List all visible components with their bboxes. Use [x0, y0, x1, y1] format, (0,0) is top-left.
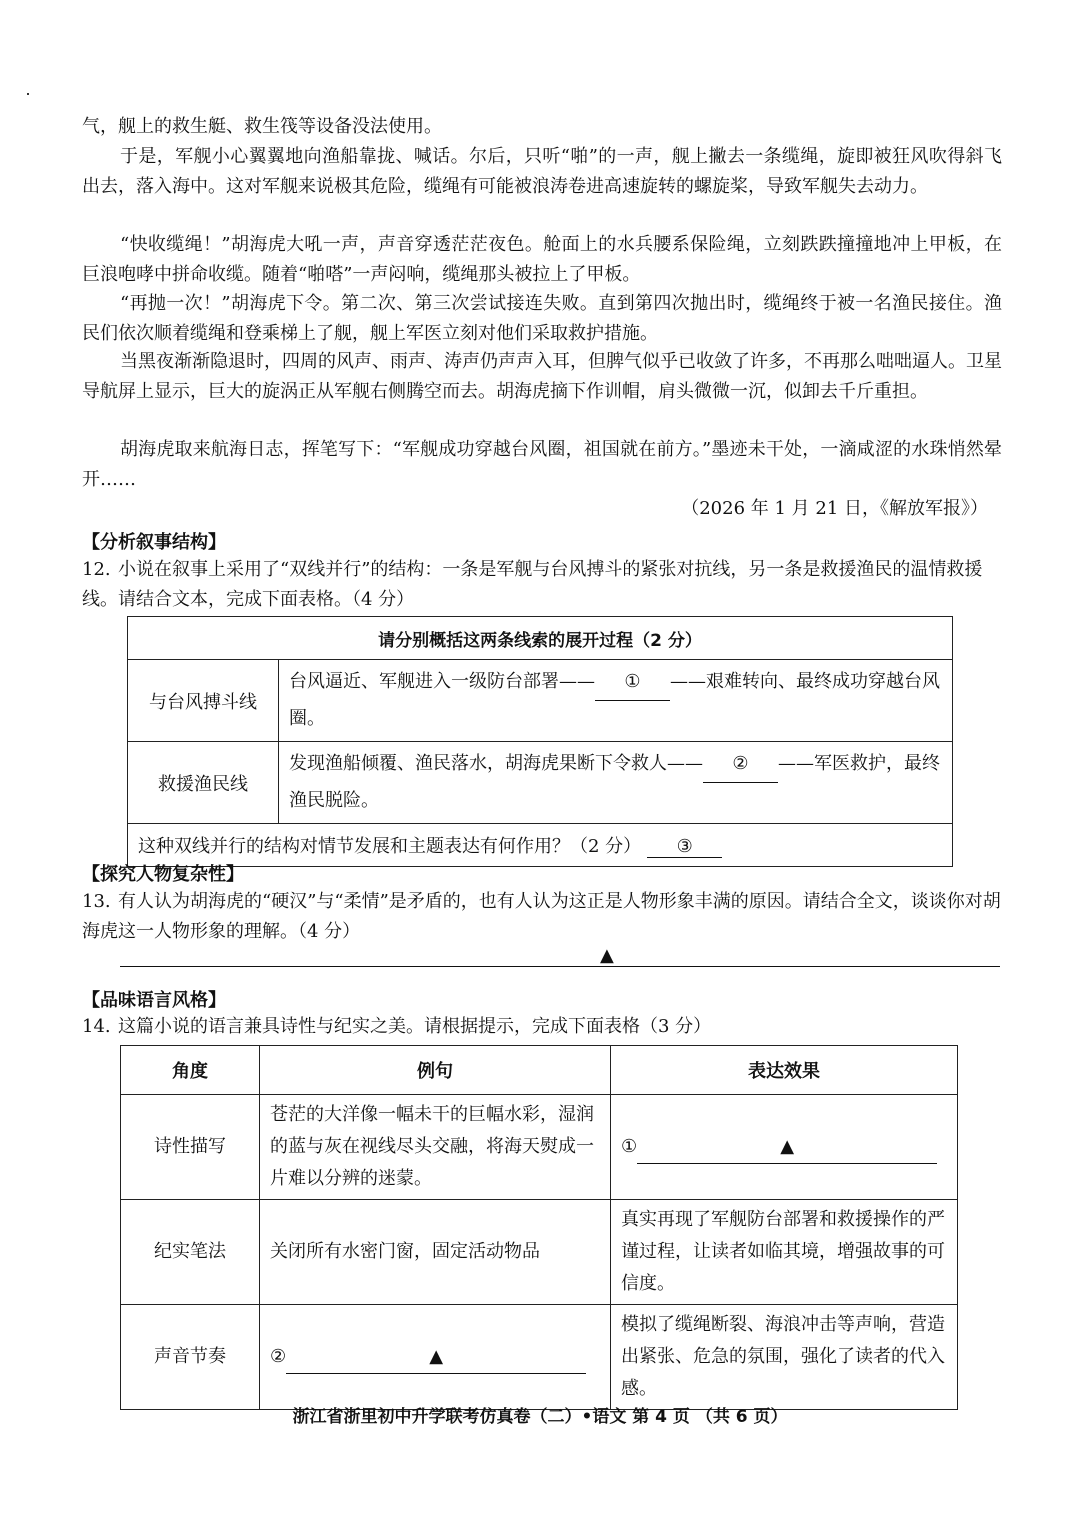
- example-blank-2[interactable]: [286, 1341, 586, 1374]
- answer-line[interactable]: [120, 966, 1000, 967]
- table-header: 请分别概括这两条线索的展开过程（2 分）: [128, 617, 953, 660]
- example-mark-2: ▲: [429, 1345, 444, 1367]
- question-12: [82, 555, 1002, 615]
- col-header-effect: 表达效果: [611, 1046, 958, 1095]
- col-header-angle: 角度: [121, 1046, 260, 1095]
- angle-documentary: 纪实笔法: [121, 1200, 260, 1305]
- row-label-rescue: 救援渔民线: [128, 742, 279, 824]
- language-style-table: [120, 1045, 958, 1410]
- scan-speck: [27, 93, 29, 95]
- effect-sound: 模拟了缆绳断裂、海浪冲击等声响，营造出紧张、危急的氛围，强化了读者的代入感。: [611, 1305, 958, 1410]
- question-number: 14.: [82, 1016, 111, 1037]
- row1-after: ——艰难转向、最终成功穿越台风圈。: [289, 671, 940, 729]
- blank-3[interactable]: ③: [647, 836, 722, 858]
- row2-after: ——军医救护，最终渔民脱险。: [289, 753, 940, 811]
- row2-before: 发现渔船倾覆、渔民落水，胡海虎果断下令救人——: [289, 753, 703, 774]
- row-structure-question: [128, 824, 953, 867]
- row-label-typhoon: 与台风搏斗线: [128, 660, 279, 742]
- question-text: 这篇小说的语言兼具诗性与纪实之美。请根据提示，完成下面表格（3 分）: [118, 1016, 712, 1037]
- effect-mark-1: ▲: [780, 1135, 795, 1157]
- section-heading-character: 【探究人物复杂性】: [82, 864, 244, 885]
- story-paragraph-2: “快收缆绳！”胡海虎大吼一声，声音穿透茫茫夜色。舱面上的水兵腰系保险绳，立刻跌跌撞撞地冲上甲板，在巨浪咆哮中拼命收缆。随着“啪嗒”一声闷响，缆绳那头被拉上了甲板。: [82, 234, 1002, 285]
- effect-blank-1[interactable]: [637, 1131, 937, 1164]
- row3-text: 这种双线并行的结构对情节发展和主题表达有何作用？（2 分）: [138, 836, 642, 857]
- story-source: （2026 年 1 月 21 日，《解放军报》）: [681, 498, 988, 519]
- effect-documentary: 真实再现了军舰防台部署和救援操作的严谨过程，让读者如临其境，增强故事的可信度。: [611, 1200, 958, 1305]
- answer-mark: ▲: [600, 945, 614, 966]
- story-paragraph-4: 当黑夜渐渐隐退时，四周的风声、雨声、涛声仍声声入耳，但脾气似乎已收敛了许多，不再那么咄咄逼人。卫星导航屏上显示，巨大的旋涡正从军舰右侧腾空而去。胡海虎摘下作训帽，肩头微微一沉，似卸去千斤重担。: [82, 351, 1002, 402]
- page-footer: 浙江省浙里初中升学联考仿真卷（二）•语文 第 4 页 （共 6 页）: [292, 1407, 788, 1427]
- story-paragraph-5: 胡海虎取来航海日志，挥笔写下：“军舰成功穿越台风圈，祖国就在前方。”墨迹未干处，一滴咸涩的水珠悄然晕开……: [82, 439, 1002, 490]
- blank-1[interactable]: ①: [595, 664, 670, 701]
- question-13: [82, 887, 1002, 947]
- question-text: 有人认为胡海虎的“硬汉”与“柔情”是矛盾的，也有人认为这正是人物形象丰满的原因。请结合全文，谈谈你对胡海虎这一人物形象的理解。（4 分）: [82, 891, 1001, 942]
- example-poetic: 苍茫的大洋像一幅未干的巨幅水彩，湿润的蓝与灰在视线尽头交融，将海天熨成一片难以分辨的迷蒙。: [260, 1095, 611, 1200]
- question-14: [82, 1012, 1002, 1042]
- section-heading-narrative: 【分析叙事结构】: [82, 532, 226, 553]
- example-num-2: ②: [270, 1345, 287, 1367]
- row1-before: 台风逼近、军舰进入一级防台部署——: [289, 671, 595, 692]
- question-text: 小说在叙事上采用了“双线并行”的结构：一条是军舰与台风搏斗的紧张对抗线，另一条是救援渔民的温情救援线。请结合文本，完成下面表格。（4 分）: [82, 559, 983, 610]
- col-header-example: 例句: [260, 1046, 611, 1095]
- story-paragraph-3: “再抛一次！”胡海虎下令。第二次、第三次尝试接连失败。直到第四次抛出时，缆绳终于被一名渔民接住。渔民们依次顺着缆绳和登乘梯上了舰，舰上军医立刻对他们采取救护措施。: [82, 293, 1002, 344]
- angle-sound: 声音节奏: [121, 1305, 260, 1410]
- effect-poetic: [611, 1095, 958, 1200]
- question-number: 13.: [82, 891, 111, 912]
- section-heading-language: 【品味语言风格】: [82, 990, 226, 1011]
- effect-num-1: ①: [621, 1135, 638, 1157]
- question-number: 12.: [82, 559, 111, 580]
- blank-2[interactable]: ②: [703, 746, 778, 783]
- dual-line-table: [127, 616, 953, 867]
- story-paragraph-0: 气，舰上的救生艇、救生筏等设备没法使用。: [82, 116, 442, 137]
- example-documentary: 关闭所有水密门窗，固定活动物品: [260, 1200, 611, 1305]
- row-content-typhoon: [279, 660, 953, 742]
- row-content-rescue: [279, 742, 953, 824]
- angle-poetic: 诗性描写: [121, 1095, 260, 1200]
- story-paragraph-1: 于是，军舰小心翼翼地向渔船靠拢、喊话。尔后，只听“啪”的一声，舰上撇去一条缆绳，旋即被狂风吹得斜飞出去，落入海中。这对军舰来说极其危险，缆绳有可能被浪涛卷进高速旋转的螺旋桨，导致军舰失去动力。: [82, 146, 1002, 197]
- example-sound: [260, 1305, 611, 1410]
